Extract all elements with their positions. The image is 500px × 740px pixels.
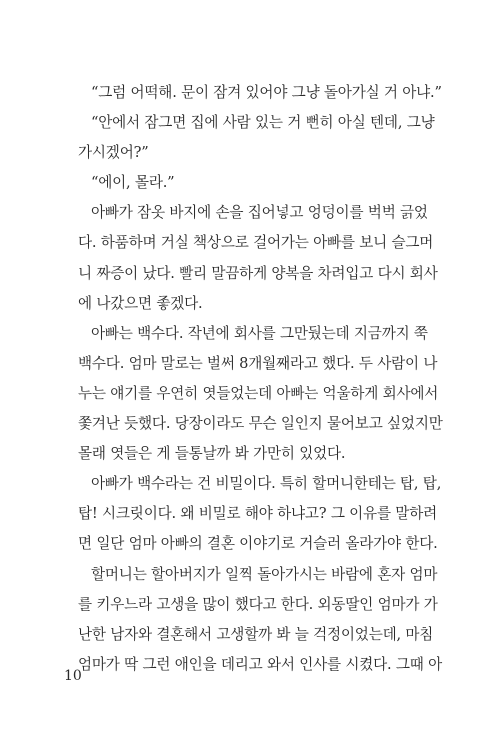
text-line: 몰래 엿들은 게 들통날까 봐 가만히 있었다. <box>78 445 346 463</box>
text-line: 다. 하품하며 거실 책상으로 걸어가는 아빠를 보니 슬그머 <box>78 234 434 252</box>
text-line: 니 짜증이 났다. 빨리 말끔하게 양복을 차려입고 다시 회사 <box>78 264 438 282</box>
paragraph <box>78 319 443 469</box>
text-line: 탑! 시크릿이다. 왜 비밀로 해야 하냐고? 그 이유를 말하려 <box>78 505 437 523</box>
text-line: 엄마가 딱 그런 애인을 데리고 와서 인사를 시켰다. 그때 아 <box>78 655 443 673</box>
text-line: 누는 얘기를 우연히 엿들었는데 아빠는 억울하게 회사에서 <box>78 384 439 402</box>
text-line: 면 일단 엄마 아빠의 결혼 이야기로 거슬러 올라가야 한다. <box>78 535 438 553</box>
text-line: 난한 남자와 결혼해서 고생할까 봐 늘 걱정이었는데, 마침 <box>78 625 434 643</box>
text-line: 할머니는 할아버지가 일찍 돌아가시는 바람에 혼자 엄마 <box>91 565 438 583</box>
paragraph <box>78 560 443 680</box>
text-line: 를 키우느라 고생을 많이 했다고 한다. 외동딸인 엄마가 가 <box>78 595 438 613</box>
text-line: 백수다. 엄마 말로는 벌써 8개월째라고 했다. 두 사람이 나 <box>78 354 438 372</box>
paragraph <box>78 168 416 198</box>
page-number: 10 <box>64 668 82 684</box>
text-line: 가시겠어?” <box>78 144 149 162</box>
paragraph <box>78 198 438 318</box>
text-line: 쫓겨난 듯했다. 당장이라도 무슨 일인지 물어보고 싶었지만 <box>78 415 443 433</box>
text-line: “그럼 어떡해. 문이 잠겨 있어야 그냥 돌아가실 거 아냐.” <box>91 84 442 101</box>
body-text <box>78 78 443 680</box>
paragraph <box>78 469 442 559</box>
paragraph <box>78 78 442 108</box>
text-line: 에 나갔으면 좋겠다. <box>78 294 203 312</box>
text-line: 아빠는 백수다. 작년에 회사를 그만뒀는데 지금까지 쭉 <box>91 324 428 342</box>
text-line: 아빠가 백수라는 건 비밀이다. 특히 할머니한테는 탑, 탑, <box>91 475 442 493</box>
paragraph <box>78 108 435 168</box>
text-line: “에이, 몰라.” <box>91 174 175 192</box>
text-line: “안에서 잠그면 집에 사람 있는 거 뻔히 아실 텐데, 그냥 <box>91 114 435 132</box>
text-line: 아빠가 잠옷 바지에 손을 집어넣고 엉덩이를 벅벅 긁었 <box>91 204 428 222</box>
